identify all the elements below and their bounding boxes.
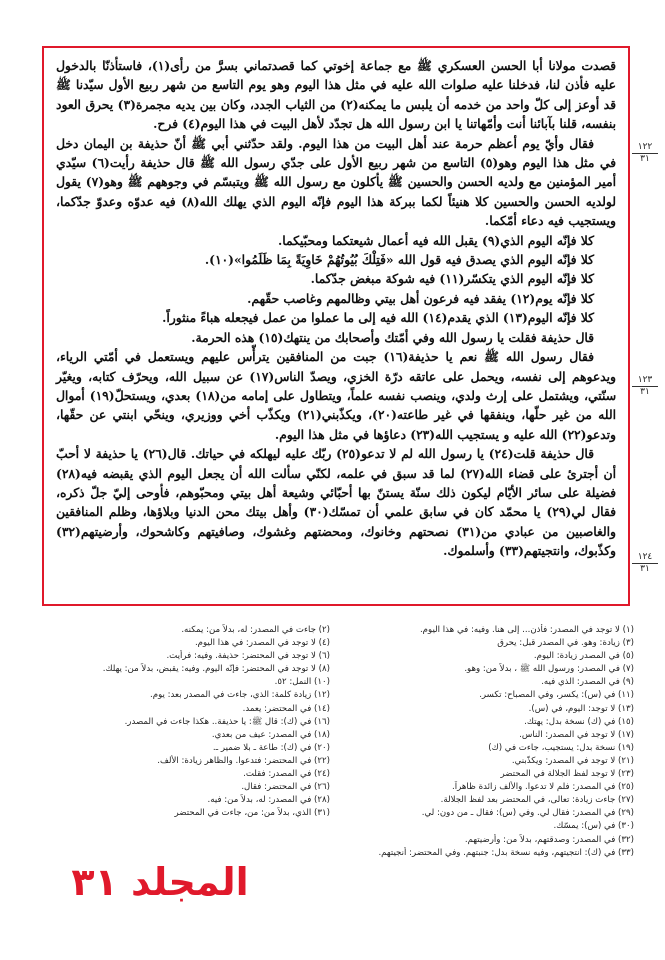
paragraph-9: فقال رسول الله ﷺ نعم يا حذيفة(١٦) جبت من المنافقين يترأّس عليهم ويستعمل في أمّتي الرياء، ويدعوهم إلى نفسه، ويحمل على عاتقه درّة الخزي، ويصدّ الناس(١٧) عن سبيل الله، ويحرّف كتابه، ويغيّر سنّتي، ويشتمل على إرث ولدي، وينصب نفسه علماً، ويتطاول على إمامه من(١٨) بعدي، ويستحلّ(١٩) أموال الله من غير حلّها، وينفقها في غير طاعته(٢٠)، ويكذّبني(٢١) ويكذّب أخي ووزيري، وينحّي ابنتي عن حقّها، وتدعو(٢٢) الله عليه و يستجيب الله(٢٣) دعاؤها في مثل هذا اليوم.: [56, 349, 616, 442]
footnote: (٩) في المصدر: الذي فيه.: [541, 677, 634, 688]
footnote: (٢٤) في المصدر: فقلت.: [243, 769, 330, 780]
footnote: (١٠) النمل: ٥٢.: [274, 677, 330, 688]
paragraph-4: كلا فإنّه اليوم الذي يصدق فيه قول الله «فَتِلْكَ بُيُوتُهُمْ خَاوِيَةً بِمَا ظَلَمُوا»(١٠).: [204, 252, 594, 268]
footnote: (٢٢) في المحتضر: فتدعوا. والظاهر زيادة: الألف.: [157, 755, 330, 766]
footnote: (١١) في (س): يكسر، وفي المصباح: تكسر.: [479, 690, 634, 701]
paragraph-1: قصدت مولانا أبا الحسن العسكري ﷺ مع جماعة إخوتي كما قصدتماني بسرَّ من رأى(١)، فاستأذنّا بالدخول عليه فأذن لنا، فدخلنا عليه صلوات الله عليه في مثل هذا اليوم وهو يوم التاسع من شهر ربيع الأول سيّدنا ﷺ قد أوعز إلى كلّ واحد من خدمه أن يلبس ما يمكنه(٢) من الثياب الجدد، وكان بين يديه مجمرة(٣) يحرق العود بنفسه، قلنا بآبائنا أنت وأمّهاتنا يا ابن رسول الله هل تجدّد لأهل البيت في هذا اليوم(٤) فرح.: [56, 58, 617, 132]
margin-ref-page: ١٢٤: [632, 553, 658, 564]
margin-ref: [632, 553, 658, 574]
footnote: (٢١) لا توجد في المصدر: ويكذّبني.: [511, 755, 634, 766]
margin-ref: [632, 143, 658, 164]
footnote: (١٢) زيادة كلمة: الذي، جاءت في المصدر بعد: يوم.: [150, 690, 330, 701]
footnote: (١٤) في المحتضر: يعمد.: [242, 703, 330, 714]
footnote: (١) لا توجد في المصدر: فأذن... إلى هنا. وفيه: في هذا اليوم.: [419, 625, 634, 635]
footnote: (١٥) في (ك) نسخة بدل: يهتك.: [524, 716, 634, 727]
footnote: (٢٠) في (ك): طاعة ـ بلا ضمير ـ.: [212, 742, 330, 753]
paragraph-5: كلا فإنّه اليوم الذي يتكسّر(١١) فيه شوكة مبغض جدّكما.: [310, 271, 594, 287]
paragraph-8: قال حذيفة فقلت يا رسول الله وفي أمّتك وأصحابك من ينتهك(١٥) هذه الحرمة.: [191, 329, 594, 345]
footnote: (٢) جاءت في المصدر: له، بدلاً من: يمكنه.: [181, 625, 330, 635]
footnote: (٨) لا توجد في المحتضر: فإنّه اليوم. وفيه: يقبض، بدلاً من: يهلك.: [102, 664, 330, 675]
footnote: (١٦) في (ك): قال ﷺ: يا حذيفة.. هكذا جاءت في المصدر.: [124, 716, 330, 727]
volume-label: المجلد ٣١: [71, 860, 249, 904]
margin-ref-page: ١٢٣: [632, 376, 658, 387]
footnote: (٤) لا توجد في المصدر: في هذا اليوم.: [194, 638, 330, 649]
footnotes-left-column: [38, 624, 330, 820]
footnote: (٣٢) في المصدر: وصدقتهم، بدلاً من: وأرضيتهم.: [464, 834, 634, 845]
paragraph-7: كلا فإنّه اليوم(١٣) الذي يقدم(١٤) الله فيه إلى ما عملوا من عمل فيجعله هباءً منثوراً.: [162, 310, 594, 326]
footnote: (٢٣) لا توجد لفظ الجلالة في المحتضر: [500, 769, 634, 780]
footnote: (٢٨) في المصدر: له، بدلاً من: فيه.: [207, 795, 330, 806]
paragraph-6: كلا فإنّه يوم(١٢) يفقد فيه فرعون أهل بيتي وظالمهم وغاصب حقّهم.: [247, 290, 594, 306]
footnote: (١٧) لا توجد في المصدر: الناس.: [519, 729, 634, 740]
main-text-frame: [42, 46, 630, 606]
footnote: (٣) زيادة: وهو. في المصدر قبل: يحرق: [497, 638, 634, 649]
footnote: (١٨) في المصدر: عيف من بعدي.: [211, 729, 330, 740]
margin-ref-volume: ٣١: [640, 387, 650, 397]
footnote: (٧) في المصدر: ورسول الله ﷺ ، بدلاً من: وهو.: [464, 664, 634, 675]
footnotes-right-column: [342, 624, 634, 860]
margin-ref-volume: ٣١: [640, 564, 650, 574]
footnote: (٦) لا توجد في المحتضر: حذيفة. وفيه: فرأيت.: [166, 651, 330, 662]
footnote: (٢٩) في المصدر: فقال لي. وفي (س): فقال ـ من دون: لي.: [421, 808, 634, 819]
paragraph-10: قال حذيفة قلت(٢٤) يا رسول الله لم لا تدعو(٢٥) ربّك عليه ليهلكه في حياتك. قال(٢٦) يا حذيفة لا أحبّ أن أجترئ على قضاء الله(٢٧) لما قد سبق في علمه، لكنّي سألت الله أن يجعل اليوم الذي يقبضه فيه(٢٨) فضيلة على سائر الأيّام ليكون ذلك سنّة يستنّ بها أحبّائي وشيعة أهل بيتي ومحبّوهم، فأوحى إليّ جلّ ذكره، فقال لي(٢٩) يا محمّد كان في سابق علمي أن تمسّك(٣٠) وأهل بيتك محن الدنيا وبلاؤها، وظلم المنافقين والغاصبين من عبادي من(٣١) نصحتهم وخانوك، ومحضتهم وغشوك، وصافيتهم وكاشحوك، وأرضيتهم(٣٢) وكذّبوك، وانتجيتهم(٣٣) وأسلموك.: [56, 446, 616, 559]
footnote: (٢٧) جاءت زيادة: تعالى، في المحتضر بعد لفظ الجلالة.: [440, 795, 634, 806]
margin-ref: [632, 376, 658, 397]
main-text-body: [56, 56, 616, 561]
paragraph-3: كلا فإنّه اليوم الذي(٩) يقبل الله فيه أعمال شيعتكما ومحبّيكما.: [277, 232, 594, 248]
margin-ref-volume: ٣١: [640, 154, 650, 164]
footnote: (٣٠) في (س): يمسّك.: [553, 821, 634, 832]
footnote: (٣١) الذي، بدلاً من: من، جاءت في المحتضر: [174, 808, 330, 819]
footnote: (٥) في المصدر زيادة: اليوم.: [533, 651, 634, 662]
footnote: (١٣) لا توجد: اليوم، في (س).: [528, 703, 634, 714]
footnote: (٢٦) في المحتضر: فقال.: [241, 782, 330, 793]
footnote: (٢٥) في المصدر: فلم لا تدعوا. والألف زائدة ظاهراً.: [452, 782, 634, 793]
paragraph-2: فقال وأيّ يوم أعظم حرمة عند أهل البيت من هذا اليوم. ولقد حدّثني أبي ﷺ أنّ حذيفة بن اليمان دخل في مثل هذا اليوم وهو(٥) التاسع من شهر ربيع الأول على جدّي رسول الله ﷺ قال حذيفة رأيت(٦) سيّدي أمير المؤمنين مع ولديه الحسن والحسين ﷺ يأكلون مع رسول الله ﷺ ويتبسّم في وجوههم ﷺ وهو(٧) يقول لولديه الحسن والحسين كلا هنيئاً لكما ببركة هذا اليوم فإنّه اليوم الذي يهلك الله(٨) فيه عدوّه وعدوّ جدّكما، ويستجيب فيه دعاء أمّكما.: [56, 135, 617, 229]
footnote: (١٩) نسخة بدل: يستجيب، جاءت في (ك): [488, 742, 634, 753]
footnotes-section: [38, 624, 634, 864]
margin-ref-page: ١٢٢: [632, 143, 658, 154]
footnote: (٣٣) في (ك): انتجيتهم، وفيه نسخة بدل: جنبتهم. وفي المحتضر: أنجيتهم.: [378, 847, 634, 858]
